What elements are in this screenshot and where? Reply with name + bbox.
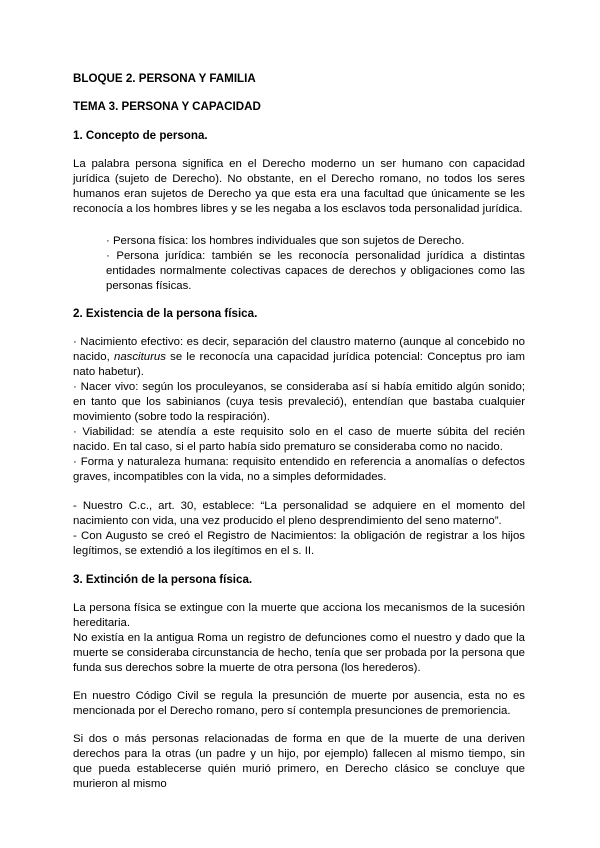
paragraph-extincion: La persona física se extingue con la muerte que acciona los mecanismos de la sucesión hereditaria.: [73, 602, 525, 629]
requirement-nacer-vivo: · Nacer vivo: según los proculeyanos, se consideraba así si había emitido algún sonido; en tanto que los sabinianos (cuya tesis prevaleció), entendían que bastaba cualquier movimiento (sobre todo la respiración).: [73, 381, 525, 423]
paragraph-premoriencia: Si dos o más personas relacionadas de forma en que de la muerte de una deriven derechos para la otras (un padre y un hijo, por ejemplo) fallecen al mismo tiempo, sin que pueda establecerse quién murió primero, en Derecho clásico se concluye que murieron al mismo: [73, 733, 525, 790]
paragraph-registro-defunciones: No existía en la antigua Roma un registro de defunciones como el nuestro y dado que la muerte se consideraba circunstancia de hecho, tenía que ser probada por la persona que funda sus derechos sobre la muerte de otra persona (los herederos).: [73, 632, 525, 674]
block-title: BLOQUE 2. PERSONA Y FAMILIA: [73, 72, 256, 85]
requirement-nacimiento: · Nacimiento efectivo: es decir, separación del claustro materno (aunque al concebido no nacido, nasciturus se le reconocía una capacidad jurídica potencial: Conceptus pro iam nato habetur).: [73, 336, 525, 378]
requirement-forma-humana: · Forma y naturaleza humana: requisito entendido en referencia a anomalías o defectos graves, incompatibles con la vida, no a simples deformidades.: [73, 456, 525, 483]
section-heading-concepto: 1. Concepto de persona.: [73, 129, 208, 142]
topic-title: TEMA 3. PERSONA Y CAPACIDAD: [73, 100, 261, 113]
section-heading-extincion: 3. Extinción de la persona física.: [73, 573, 253, 586]
section-heading-existencia: 2. Existencia de la persona física.: [73, 307, 258, 320]
nasciturus-term: nasciturus: [113, 351, 166, 363]
bullet-persona-fisica: · Persona física: los hombres individuales que son sujetos de Derecho.: [106, 235, 465, 247]
requirement-viabilidad: · Viabilidad: se atendía a este requisito solo en el caso de muerte súbita del recién nacido. En tal caso, si el parto había sido prematuro se consideraba como no nacido.: [73, 426, 525, 453]
bullet-persona-juridica: · Persona jurídica: también se les reconocía personalidad jurídica a distintas entidades normalmente colectivas capaces de derechos y obligaciones como las personas físicas.: [106, 250, 525, 292]
paragraph-codigo-civil: En nuestro Código Civil se regula la presunción de muerte por ausencia, esta no es mencionada por el Derecho romano, pero sí contempla presunciones de premoriencia.: [73, 690, 525, 717]
note-augusto-registro: - Con Augusto se creó el Registro de Nacimientos: la obligación de registrar a los hijos legítimos, se extendió a los ilegítimos en el s. II.: [73, 530, 525, 557]
note-codigo-civil: - Nuestro C.c., art. 30, establece: “La personalidad se adquiere en el momento del nacimiento con vida, una vez producido el pleno desprendimiento del seno materno”.: [73, 500, 525, 527]
paragraph-concepto: La palabra persona significa en el Derecho moderno un ser humano con capacidad jurídica (sujeto de Derecho). No obstante, en el Derecho romano, no todos los seres humanos eran sujetos de Derecho ya que esta era una facultad que únicamente se les reconocía a los hombres libres y se les negaba a los esclavos toda personalidad jurídica.: [73, 158, 525, 215]
